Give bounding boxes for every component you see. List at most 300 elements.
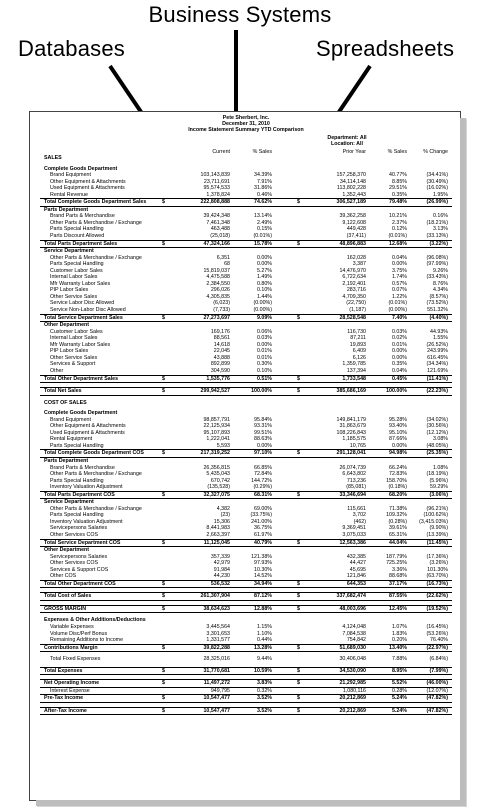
total-row (40, 539, 452, 548)
cell-pct-sales: 97.93% (254, 560, 272, 567)
cell-current: 27,273,697 (203, 314, 230, 321)
cell-current: (23) (220, 512, 230, 519)
row-label: Customer Labor Sales (50, 267, 103, 274)
cell-current: 23,711,691 (203, 178, 230, 185)
cell-pct-change: (12.07%) (426, 687, 448, 694)
cell-pct-change: (96.21%) (426, 505, 448, 512)
row-label: Expenses & Other Additions/Deductions (44, 617, 146, 624)
cell-pct-change: (18.21%) (426, 219, 448, 226)
cell-current: 4,475,588 (206, 274, 230, 281)
cell-current: 5,593 (216, 442, 230, 449)
cell-prior-year: 449,428 (346, 226, 366, 233)
cell-pct-change: (4.40%) (429, 314, 448, 321)
row-label: Internal Labor Sales (50, 335, 98, 342)
cell-current: 8,441,983 (206, 525, 230, 532)
cell-current: 7,461,348 (206, 219, 230, 226)
cell-pct-sales: 0.03% (256, 335, 272, 342)
row-label: Complete Goods Department (44, 165, 118, 172)
cell-prior-year: 51,689,030 (339, 644, 366, 651)
row-label: PIP Labor Sales (50, 348, 89, 355)
cell-prior-year: 754,842 (346, 637, 366, 644)
report-header (40, 115, 452, 133)
dollar-sign: $ (297, 539, 300, 546)
cell-current: 217,319,252 (200, 450, 230, 457)
cell-pct-sales-prior: 1.83% (391, 630, 407, 637)
cell-pct-sales: (33.75%) (250, 512, 272, 519)
cell-pct-sales-prior: 0.02% (391, 335, 407, 342)
cell-current: 357,339 (210, 553, 230, 560)
cell-pct-sales-prior: 158.70% (386, 477, 407, 484)
cell-pct-change: (16.02%) (426, 185, 448, 192)
cell-pct-sales: 0.32% (256, 687, 272, 694)
cell-prior-year: 116,730 (347, 328, 366, 335)
cell-prior-year: 2,192,401 (342, 280, 366, 287)
cell-current: 43,888 (213, 354, 230, 361)
cell-prior-year: 432,385 (346, 553, 366, 560)
cell-pct-sales: (0.29%) (253, 484, 272, 491)
cell-prior-year: 283,716 (346, 287, 366, 294)
row-label: Total Other Department COS (44, 580, 116, 587)
cell-pct-sales-prior: 0.20% (391, 637, 407, 644)
cell-current: 1,331,577 (206, 637, 230, 644)
cell-prior-year: 1,733,548 (342, 375, 366, 382)
cell-current: 22,045 (213, 348, 230, 355)
row-label: Parts Special Handling (50, 226, 104, 233)
cell-pct-change: (63.70%) (426, 573, 448, 580)
row-label: Contributions Margin (44, 644, 98, 651)
cell-pct-sales-prior: 0.00% (391, 261, 407, 268)
cell-prior-year: 14,476,970 (339, 267, 366, 274)
dollar-sign: $ (162, 240, 165, 247)
cell-pct-sales-prior: 0.04% (391, 367, 407, 374)
cell-pct-sales: 0.00% (256, 261, 272, 268)
cell-current: 88,561 (213, 335, 230, 342)
cell-pct-sales-prior: 0.00% (391, 354, 407, 361)
row-label: Interest Expense (50, 687, 90, 694)
cell-current: 949,795 (210, 687, 230, 694)
row-label: Parts Department (44, 206, 89, 213)
row-label: Complete Goods Department (44, 410, 118, 417)
cell-pct-sales: 7.91% (256, 178, 272, 185)
row-label: Used Equipment & Attachments (50, 429, 125, 436)
cell-current: 39,822,288 (203, 644, 230, 651)
row-label: Total Cost of Sales (44, 593, 92, 600)
cell-current: 31,770,681 (203, 667, 230, 674)
cell-pct-sales: 40.79% (254, 539, 272, 546)
cell-prior-year: 34,114,148 (339, 178, 366, 185)
cell-pct-change: (3.06%) (429, 491, 448, 498)
cell-pct-change: (96.08%) (426, 254, 448, 261)
cell-prior-year: 31,863,679 (339, 423, 366, 430)
cell-pct-sales-prior: 7.88% (391, 656, 407, 663)
cell-current: 1,222,041 (206, 436, 230, 443)
cell-pct-sales-prior: 187.79% (386, 553, 407, 560)
cell-pct-change: (22.62%) (426, 593, 448, 600)
cell-pct-sales-prior: 66.24% (389, 464, 407, 471)
cell-pct-sales-prior: 8.85% (391, 178, 407, 185)
cell-pct-sales-prior: 13.40% (389, 644, 407, 651)
row-label: Service Department (44, 499, 94, 506)
cell-prior-year: 9,369,451 (342, 525, 366, 532)
cell-prior-year: 6,126 (352, 354, 366, 361)
total-row (40, 449, 452, 458)
cell-current: 91,984 (213, 566, 230, 573)
cell-prior-year: 3,075,033 (342, 531, 366, 538)
cell-pct-change: 44.93% (430, 328, 448, 335)
cell-pct-sales-prior: 0.04% (391, 254, 407, 261)
cell-pct-change: (12.12%) (426, 429, 448, 436)
cell-current: 103,143,839 (200, 172, 230, 179)
section-heading (40, 400, 452, 407)
cell-prior-year: 1,359,785 (342, 361, 366, 368)
cell-pct-sales-prior: 109.32% (386, 512, 407, 519)
cell-current: 670,742 (210, 477, 230, 484)
cell-pct-sales-prior: 725.25% (386, 560, 407, 567)
cell-pct-sales-prior: 88.68% (389, 573, 407, 580)
cell-prior-year: 20,212,869 (339, 695, 366, 702)
cell-prior-year: (22,750) (346, 300, 366, 307)
cell-pct-change: (16.45%) (426, 624, 448, 630)
total-row (40, 375, 452, 384)
row-label: Parts Special Handling (50, 477, 104, 484)
row-label: Brand Parts & Merchandise (50, 464, 115, 471)
dollar-sign: $ (162, 199, 165, 206)
row-label: PIP Labor Sales (50, 287, 89, 294)
dollar-sign: $ (162, 580, 165, 587)
section-heading (40, 155, 452, 162)
cell-current: 1,535,776 (206, 375, 230, 382)
row-label: Other Service Sales (50, 293, 98, 300)
spreadsheets-label: Spreadsheets (316, 36, 455, 61)
cell-pct-sales: 144.72% (251, 477, 272, 484)
cell-pct-sales-prior: 37.17% (389, 580, 407, 587)
cell-pct-change: 0.16% (432, 213, 448, 220)
cell-pct-sales-prior: 39.61% (389, 525, 407, 532)
cell-pct-change: (18.19%) (426, 471, 448, 478)
row-label: Other Parts & Merchandise / Exchange (50, 471, 142, 478)
row-label: Total Net Sales (44, 388, 82, 395)
row-label: Total Other Department Sales (44, 375, 119, 382)
row-label: Other Equipment & Attachments (50, 178, 126, 185)
cell-pct-sales: 68.31% (254, 491, 272, 498)
report-date: December 31, 2010 (222, 121, 270, 127)
cell-prior-year: 644,353 (346, 580, 366, 587)
cell-prior-year: 115,661 (347, 505, 366, 512)
row-label: Service Department (44, 248, 94, 255)
cell-pct-change: (3.26%) (429, 560, 448, 567)
cell-pct-sales: 10.30% (254, 566, 272, 573)
report-title: Income Statement Summary YTD Comparison (188, 127, 304, 133)
cell-prior-year: 157,258,370 (336, 172, 366, 179)
cell-pct-sales: 0.00% (256, 442, 272, 449)
cell-pct-sales-prior: 3.36% (391, 566, 407, 573)
cell-prior-year: 291,128,041 (336, 450, 366, 457)
cell-current: 15,819,037 (203, 267, 230, 274)
cell-pct-sales-prior: 0.35% (391, 361, 407, 368)
cell-pct-sales: 99.51% (254, 429, 272, 436)
business-systems-label: Business Systems (148, 2, 332, 27)
cell-prior-year: 39,362,258 (339, 213, 366, 220)
cell-pct-sales: 13.14% (254, 213, 272, 220)
cell-pct-change: (8.57%) (429, 293, 448, 300)
row-label: Service Non-Labor Disc Allowed (50, 307, 126, 314)
cell-pct-sales: 0.46% (256, 191, 272, 198)
cell-current: 10,547,477 (203, 707, 230, 714)
row-label: Other Services COS (50, 560, 98, 567)
cell-current: (7,733) (213, 307, 230, 314)
cell-pct-sales-prior: 0.57% (391, 280, 407, 287)
cell-pct-sales-prior: 94.98% (389, 450, 407, 457)
column-header (40, 133, 452, 155)
cell-pct-sales-prior: 5.52% (391, 680, 407, 687)
row-label: Other Department (44, 547, 90, 554)
cell-pct-sales: 2.49% (256, 219, 272, 226)
dollar-sign: $ (162, 680, 165, 687)
cell-pct-sales: 10.59% (254, 667, 272, 674)
cell-pct-change: (25.35%) (426, 450, 448, 457)
cell-pct-sales: 9.44% (256, 656, 272, 663)
cell-pct-sales: 0.00% (256, 341, 272, 348)
cell-pct-change: (34.02%) (426, 416, 448, 423)
cell-pct-change: (13.39%) (426, 531, 448, 538)
cell-current: 2,384,550 (206, 280, 230, 287)
cell-pct-sales: 72.84% (254, 471, 272, 478)
dollar-sign: $ (162, 388, 165, 395)
cell-current: 169,176 (210, 328, 230, 335)
cell-pct-sales: 36.75% (254, 525, 272, 532)
cell-pct-sales: (0.00%) (253, 300, 272, 307)
cell-pct-change: (47.82%) (426, 695, 448, 702)
cell-pct-change: (47.82%) (426, 707, 448, 714)
cell-prior-year: 33,346,694 (339, 491, 366, 498)
cell-pct-sales: 87.12% (254, 593, 272, 600)
row-label: Rental Revenue (50, 191, 88, 198)
cell-pct-sales-prior: 87.55% (389, 593, 407, 600)
cell-pct-sales: 0.06% (256, 328, 272, 335)
total-row (40, 605, 452, 614)
cell-pct-sales: 34.94% (254, 580, 272, 587)
cell-current: 299,942,527 (200, 388, 230, 395)
cell-pct-sales: 88.63% (254, 436, 272, 443)
location-filter: Location: All (331, 141, 363, 147)
cell-current: 296,026 (210, 287, 230, 294)
cell-pct-sales: 3.52% (256, 695, 272, 702)
cell-pct-sales-prior: 0.03% (391, 328, 407, 335)
cell-pct-sales-prior: 65.31% (389, 531, 407, 538)
cell-prior-year: 21,292,985 (339, 680, 366, 687)
cell-current: 44,230 (213, 573, 230, 580)
cell-current: 3,445,564 (206, 624, 230, 630)
col-prior-year: Prior Year (342, 149, 366, 155)
cell-prior-year: 20,212,869 (339, 707, 366, 714)
cell-pct-sales: 241.00% (251, 518, 272, 525)
cell-pct-change: (100.62%) (423, 512, 448, 519)
dollar-sign: $ (297, 667, 300, 674)
cell-current: 15,306 (213, 518, 230, 525)
cell-pct-sales: 0.00% (256, 254, 272, 261)
cell-prior-year: 30,406,048 (339, 656, 366, 663)
cell-pct-sales-prior: (0.28%) (388, 518, 407, 525)
cell-current: 11,497,272 (203, 680, 230, 687)
dollar-sign: $ (297, 644, 300, 651)
cell-pct-change: 3.08% (432, 436, 448, 443)
cell-pct-sales-prior: 0.28% (391, 687, 407, 694)
row-label: Total Parts Department Sales (44, 240, 118, 247)
cell-pct-sales: 1.44% (256, 293, 272, 300)
cell-pct-change: (30.49%) (426, 178, 448, 185)
cell-current: (135,528) (207, 484, 230, 491)
cell-pct-sales-prior: 7.40% (391, 314, 407, 321)
cell-pct-sales: 34.39% (254, 172, 272, 179)
dollar-sign: $ (297, 388, 300, 395)
cell-current: 261,307,904 (200, 593, 230, 600)
cell-prior-year: 113,802,228 (336, 185, 366, 192)
company-name: Pete Sherbert, Inc. (222, 115, 270, 121)
cell-current: 98,857,791 (203, 416, 230, 423)
cell-prior-year: 3,387 (352, 261, 366, 268)
cell-current: 28,325,016 (203, 656, 230, 663)
dollar-sign: $ (162, 450, 165, 457)
cell-current: 11,125,045 (203, 539, 230, 546)
cell-current: 47,324,166 (203, 240, 230, 247)
cell-prior-year: 1,080,116 (342, 687, 366, 694)
total-row (40, 580, 452, 589)
row-label: Volume Disc/Perf Bonus (50, 630, 108, 637)
cell-pct-change: (19.52%) (426, 605, 448, 612)
cell-prior-year: 4,709,350 (342, 293, 366, 300)
cell-current: 1,378,824 (206, 191, 230, 198)
cell-pct-sales: 1.15% (256, 624, 272, 630)
cell-pct-change: (11.45%) (426, 539, 448, 546)
cell-pct-change: 1.55% (432, 335, 448, 342)
cell-prior-year: 6,409 (352, 348, 366, 355)
cell-pct-sales: 12.88% (254, 605, 272, 612)
cell-pct-change: (33.13%) (426, 233, 448, 240)
cell-prior-year: 9,122,608 (342, 219, 366, 226)
cell-prior-year: 10,765 (349, 442, 366, 449)
cell-pct-sales: 121.38% (251, 553, 272, 560)
total-row (40, 694, 452, 703)
row-label: SALES (44, 155, 62, 161)
row-label: Variable Expenses (50, 624, 94, 630)
cell-pct-change: (3.22%) (429, 240, 448, 247)
dollar-sign: $ (297, 199, 300, 206)
row-label: Net Operating Income (44, 680, 100, 687)
cell-current: 22,125,934 (203, 423, 230, 430)
dollar-sign: $ (162, 491, 165, 498)
cell-pct-change: 551.32% (427, 307, 448, 314)
cell-pct-sales: 61.97% (254, 531, 272, 538)
row-label: Customer Labor Sales (50, 328, 103, 335)
row-label: Other Services COS (50, 531, 98, 538)
row-label: Total Expenses (44, 667, 83, 674)
row-label: Other Parts & Merchandise / Exchange (50, 505, 142, 512)
cell-pct-change: 59.29% (430, 484, 448, 491)
cell-pct-sales-prior: 79.48% (389, 199, 407, 206)
cell-prior-year: 6,643,802 (342, 471, 366, 478)
department-filter: Department: All (327, 135, 367, 141)
cell-pct-change: (5.96%) (429, 477, 448, 484)
cell-pct-sales-prior: 0.00% (391, 442, 407, 449)
cell-pct-change: (33.43%) (426, 274, 448, 281)
cell-prior-year: 1,185,575 (342, 436, 366, 443)
row-label: Other Department (44, 322, 90, 329)
dollar-sign: $ (297, 695, 300, 702)
cell-pct-sales: (0.01%) (253, 233, 272, 240)
cell-pct-change: 8.76% (432, 280, 448, 287)
total-row (40, 644, 452, 653)
cell-pct-sales: 0.01% (256, 354, 272, 361)
cell-pct-change: (17.36%) (426, 553, 448, 560)
row-label: Inventory Valuation Adjustment (50, 518, 123, 525)
cell-pct-sales: 97.10% (254, 450, 272, 457)
cell-prior-year: 44,427 (349, 560, 366, 567)
cell-pct-change: 9.26% (432, 267, 448, 274)
cell-pct-change: (97.99%) (426, 261, 448, 268)
row-label: Services & Support COS (50, 566, 109, 573)
cell-current: (25,018) (210, 233, 230, 240)
cell-pct-sales-prior: (0.01%) (388, 300, 407, 307)
total-row (40, 667, 452, 676)
cell-pct-sales-prior: 2.37% (391, 219, 407, 226)
cell-current: (6,023) (213, 300, 230, 307)
cell-prior-year: 137,394 (346, 367, 366, 374)
total-row (40, 679, 452, 688)
dollar-sign: $ (297, 580, 300, 587)
row-label: Other Equipment & Attachments (50, 423, 126, 430)
row-label: Remaining Additions to Income (50, 637, 124, 644)
row-label: Used Equipment & Attachments (50, 185, 125, 192)
cell-pct-sales-prior: 72.83% (389, 471, 407, 478)
cell-pct-sales: 0.10% (256, 367, 272, 374)
cell-pct-sales: 69.00% (254, 505, 272, 512)
cell-prior-year: 26,074,739 (339, 464, 366, 471)
cell-prior-year: (462) (353, 518, 366, 525)
cell-pct-sales: 14.52% (254, 573, 272, 580)
dollar-sign: $ (297, 680, 300, 687)
row-label: Total Service Department Sales (44, 314, 123, 321)
cell-current: 38,634,623 (203, 605, 230, 612)
cell-pct-change: (48.05%) (426, 442, 448, 449)
cell-prior-year: 1,352,443 (342, 191, 366, 198)
cell-pct-sales: 1.49% (256, 274, 272, 281)
dollar-sign: $ (297, 605, 300, 612)
cell-pct-sales: 9.09% (256, 314, 272, 321)
cell-current: 42,979 (213, 560, 230, 567)
cell-pct-sales: 5.27% (256, 267, 272, 274)
cell-pct-sales-prior: 68.20% (389, 491, 407, 498)
row-label: After-Tax Income (44, 707, 87, 714)
cell-pct-sales-prior: 0.00% (391, 348, 407, 355)
cell-current: 6,351 (216, 254, 230, 261)
cell-current: 304,590 (210, 367, 230, 374)
cell-prior-year: 4,124,048 (342, 624, 366, 630)
cell-current: 2,663,397 (206, 531, 230, 538)
row-label: Other Parts & Merchandise / Exchange (50, 219, 142, 226)
cell-pct-change: (30.56%) (426, 423, 448, 430)
cell-pct-sales-prior: 12.68% (389, 240, 407, 247)
row-label: Rental Equipment (50, 436, 93, 443)
row-label: Brand Parts & Merchandise (50, 213, 115, 220)
row-label: Other Service Sales (50, 354, 98, 361)
row-label: Parts Special Handling (50, 512, 104, 519)
row-label: Mfr Warranty Labor Sales (50, 280, 111, 287)
cell-pct-sales: 3.83% (256, 680, 272, 687)
row-label: Other Parts & Merchandise / Exchange (50, 254, 142, 261)
cell-pct-sales-prior: 1.74% (391, 274, 407, 281)
cell-pct-change: 616.45% (427, 354, 448, 361)
cell-pct-change: 121.69% (427, 367, 448, 374)
